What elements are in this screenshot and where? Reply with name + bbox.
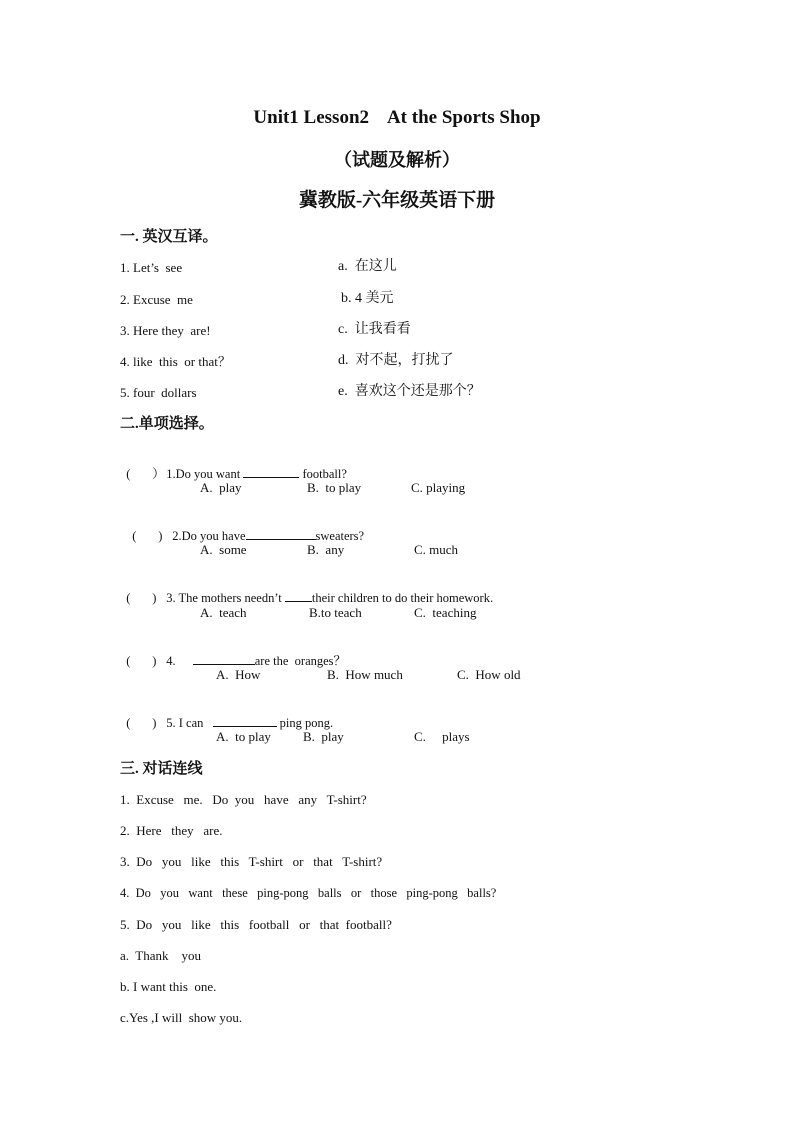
section1-left-2: 2. Excuse me: [120, 292, 193, 307]
dialogue-line-1: 1. Excuse me. Do you have any T-shirt?: [120, 792, 367, 807]
section1-left-3: 3. Here they are!: [120, 323, 211, 338]
answer-blank: [213, 714, 277, 727]
q4-option-a: A. How: [216, 667, 261, 682]
answer-blank: [193, 652, 255, 665]
answer-paren: ( ): [126, 716, 157, 730]
q1-option-a: A. play: [200, 480, 242, 495]
dialogue-line-a: a. Thank you: [120, 948, 201, 963]
answer-blank: [246, 527, 316, 540]
answer-paren: ( ): [132, 529, 163, 543]
q5-option-a: A. to play: [216, 729, 271, 744]
section1-right-5: e. 喜欢这个还是那个？: [338, 384, 481, 399]
answer-paren: ( ）: [126, 467, 165, 481]
dialogue-line-4: 4. Do you want these ping-pong balls or those ping-pong balls?: [120, 886, 497, 900]
q4-option-b: B. How much: [327, 667, 403, 682]
section3-heading: 三. 对话连线: [120, 761, 203, 777]
q5-option-b: B. play: [303, 729, 344, 744]
q1-option-c: C. playing: [411, 480, 466, 495]
dialogue-line-5: 5. Do you like this football or that football?: [120, 917, 392, 932]
question-3: ( ) 3. The mothers needn’t their children to do their homework.: [126, 591, 494, 605]
q4-option-c: C. How old: [457, 667, 521, 682]
section1-right-1: a. 在这儿: [338, 259, 397, 274]
section1-left-4: 4. like this or that？: [120, 354, 231, 369]
answer-blank: [285, 589, 312, 602]
q3-option-a: A. teach: [200, 605, 247, 620]
question-4: ( ) 4. are the oranges？: [126, 654, 347, 668]
book-title: 冀教版-六年级英语下册: [298, 190, 496, 211]
section1-right-2: b. 4 美元: [341, 291, 394, 306]
section1-right-4: d. 对不起，打扰了: [338, 353, 454, 368]
q3-option-c: C. teaching: [414, 605, 477, 620]
q1-option-b: B. to play: [307, 480, 362, 495]
q2-option-b: B. any: [307, 542, 345, 557]
question-1: ( ）1.Do you want football?: [126, 467, 347, 481]
q3-option-b: B.to teach: [309, 605, 362, 620]
dialogue-line-3: 3. Do you like this T-shirt or that T-shirt?: [120, 854, 383, 869]
page-title: Unit1 Lesson2 At the Sports Shop: [253, 107, 541, 128]
answer-blank: [243, 465, 299, 478]
q2-option-c: C. much: [414, 542, 459, 557]
section2-heading: 二.单项选择。: [120, 416, 214, 432]
section1-left-1: 1. Let’s see: [120, 260, 183, 275]
dialogue-line-b: b. I want this one.: [120, 979, 217, 994]
q5-option-c: C. plays: [414, 729, 470, 744]
q2-option-a: A. some: [200, 542, 247, 557]
dialogue-line-c: c.Yes ,I will show you.: [120, 1010, 243, 1025]
section1-left-5: 5. four dollars: [120, 385, 197, 400]
section1-heading: 一. 英汉互译。: [120, 229, 218, 245]
question-2: ( ) 2.Do you have sweaters?: [132, 529, 365, 543]
section1-right-3: c. 让我看看: [338, 322, 411, 337]
question-5: ( ) 5. I can ping pong.: [126, 716, 334, 730]
answer-paren: ( ): [126, 654, 157, 668]
answer-paren: ( ): [126, 591, 157, 605]
page-subtitle: （试题及解析）: [334, 150, 460, 170]
dialogue-line-2: 2. Here they are.: [120, 823, 223, 838]
